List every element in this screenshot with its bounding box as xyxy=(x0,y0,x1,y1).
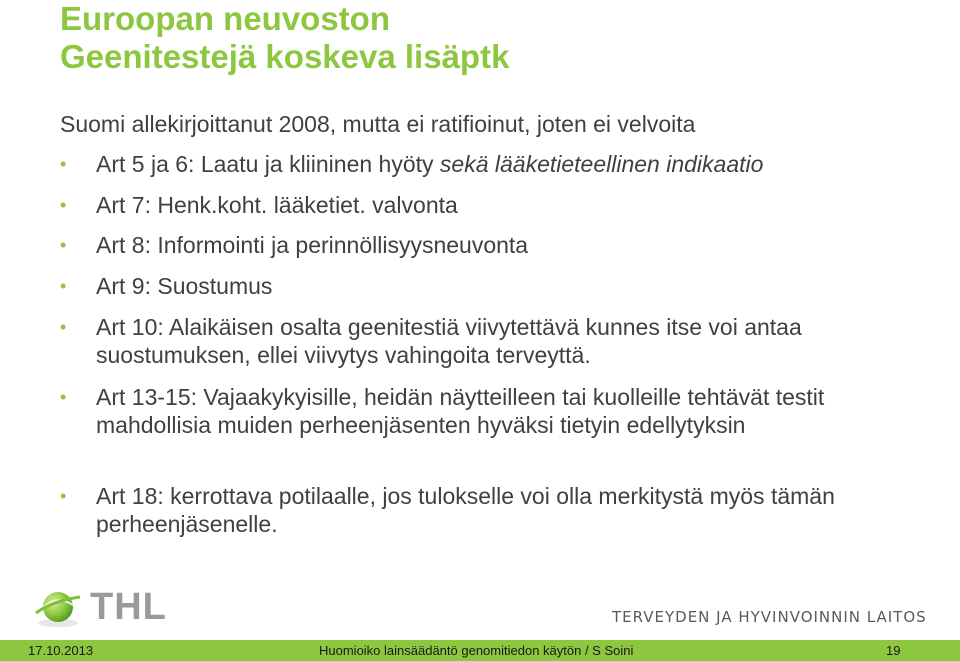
bullet-text: Art 10: Alaikäisen osalta geenitestiä viivytettävä kunnes itse voi antaa suostumuksen, ellei viivytys vahingoita terveyttä. xyxy=(96,314,802,368)
leaf-globe-icon xyxy=(32,587,84,629)
intro-text: Suomi allekirjoittanut 2008, mutta ei ratifioinut, joten ei velvoita xyxy=(60,111,696,137)
title-line-1: Euroopan neuvoston xyxy=(60,0,390,37)
bullet-text: Art 18: kerrottava potilaalle, jos tulokselle voi olla merkitystä myös tämän perheenjäsenelle. xyxy=(96,483,835,537)
bullet-text: Art 13-15: Vajaakykyisille, heidän näytteilleen tai kuolleille tehtävät testit mahdollisia muiden perheenjäsenten hyväksi tietyin edellytyksin xyxy=(96,384,825,438)
bullet-item xyxy=(60,482,920,538)
bullet-dot-icon: • xyxy=(60,235,67,255)
bullet-text: Art 9: Suostumus xyxy=(96,273,273,299)
bullet-item xyxy=(60,150,920,178)
title-line-2: Geenitestejä koskeva lisäptk xyxy=(60,38,510,75)
thl-logo xyxy=(32,586,167,629)
page-number: 19 xyxy=(886,643,901,658)
bullet-dot-icon: • xyxy=(60,276,67,296)
bullet-item xyxy=(60,272,920,300)
bullet-item xyxy=(60,191,920,219)
bullet-text: Art 8: Informointi ja perinnöllisyysneuvonta xyxy=(96,232,529,258)
bullet-dot-icon: • xyxy=(60,195,67,215)
bullet-dot-icon: • xyxy=(60,486,67,506)
bullet-dot-icon: • xyxy=(60,317,67,337)
bullet-dot-icon: • xyxy=(60,387,67,407)
bullet-text: Art 7: Henk.koht. lääketiet. valvonta xyxy=(96,192,458,218)
footer-bar xyxy=(0,640,960,661)
institute-name: TERVEYDEN JA HYVINVOINNIN LAITOS xyxy=(612,608,927,626)
footer-date: 17.10.2013 xyxy=(28,643,94,658)
bullet-item xyxy=(60,383,920,439)
footer-caption: Huomioiko lainsäädäntö genomitiedon käytön / S Soini xyxy=(319,643,634,658)
bullet-text-italic: sekä lääketieteellinen indikaatio xyxy=(439,151,764,177)
slide-title xyxy=(60,0,509,76)
bullet-text: Art 5 ja 6: Laatu ja kliininen hyöty xyxy=(96,151,440,177)
logo-text: THL xyxy=(90,586,167,628)
bullet-item xyxy=(60,231,920,259)
bullet-item xyxy=(60,313,920,369)
bullet-dot-icon: • xyxy=(60,154,67,174)
